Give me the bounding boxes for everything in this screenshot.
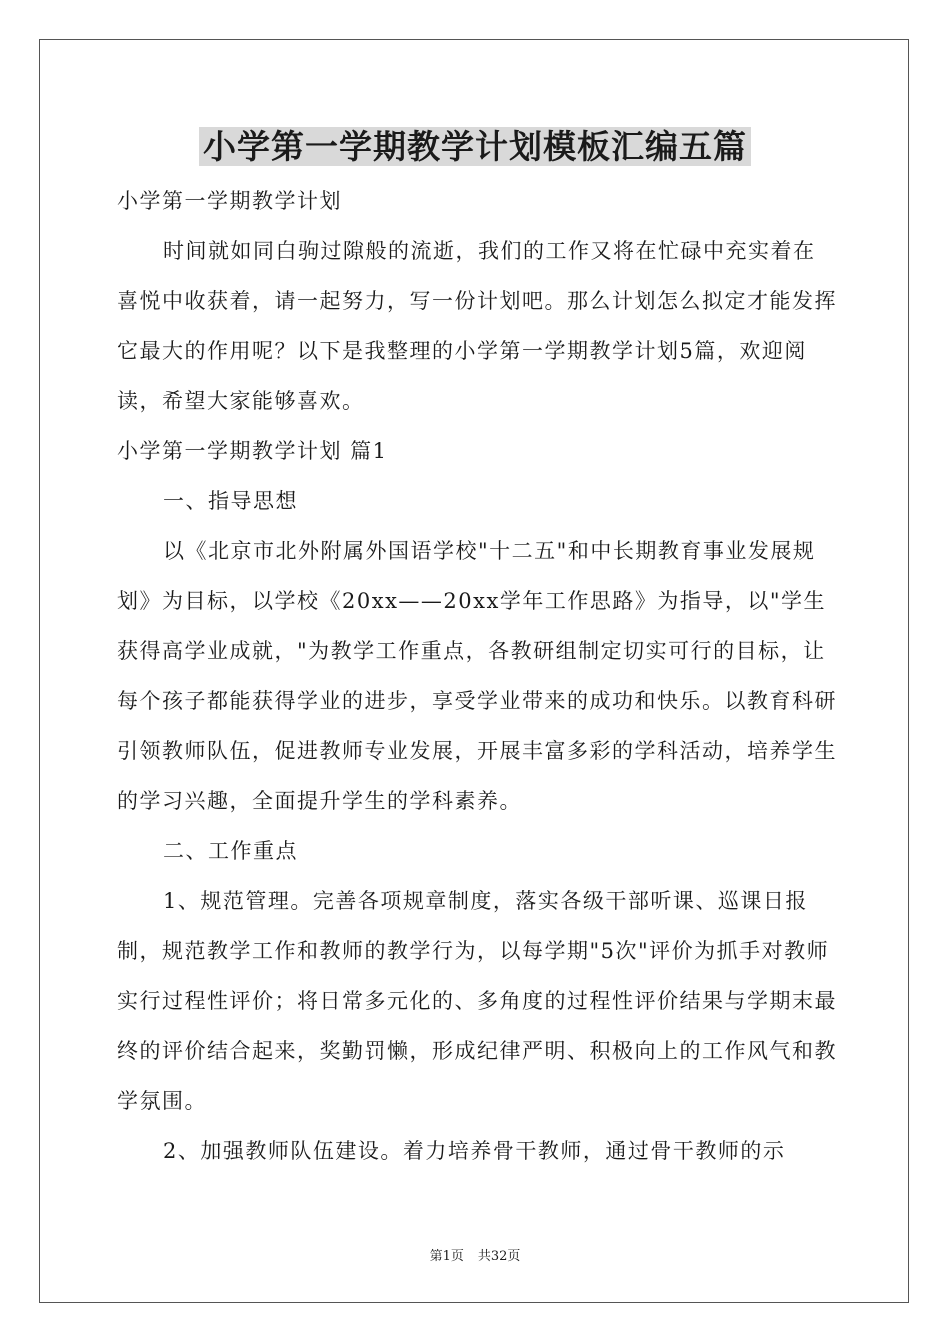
body-paragraph: 二、工作重点 bbox=[163, 839, 298, 863]
body-paragraph: 小学第一学期教学计划 bbox=[117, 189, 342, 213]
body-paragraph: 一、指导思想 bbox=[163, 489, 298, 513]
body-paragraph: 小学第一学期教学计划 篇1 bbox=[117, 439, 388, 463]
document-body bbox=[117, 176, 837, 1176]
page-total: 共32页 bbox=[477, 1249, 521, 1264]
body-paragraph: 1、规范管理。完善各项规章制度，落实各级干部听课、巡课日报制，规范教学工作和教师的教学行为，以每学期"5次"评价为抓手对教师实行过程性评价；将日常多元化的、多角度的过程性评价结果与学期末最终的评价结合起来，奖勤罚懒，形成纪律严明、积极向上的工作风气和教学氛围。 bbox=[117, 889, 837, 1113]
document-title-text: 小学第一学期教学计划模板汇编五篇 bbox=[199, 127, 751, 166]
body-paragraph: 时间就如同白驹过隙般的流逝，我们的工作又将在忙碌中充实着在喜悦中收获着，请一起努力，写一份计划吧。那么计划怎么拟定才能发挥它最大的作用呢？以下是我整理的小学第一学期教学计划5篇，欢迎阅读，希望大家能够喜欢。 bbox=[117, 239, 837, 413]
page-number: 第1页 bbox=[429, 1249, 464, 1264]
body-paragraph: 以《北京市北外附属外国语学校"十二五"和中长期教育事业发展规划》为目标，以学校《20xx——20xx学年工作思路》为指导，以"学生获得高学业成就，"为教学工作重点，各教研组制定切实可行的目标，让每个孩子都能获得学业的进步，享受学业带来的成功和快乐。以教育科研引领教师队伍，促进教师专业发展，开展丰富多彩的学科活动，培养学生的学习兴趣，全面提升学生的学科素养。 bbox=[117, 539, 837, 813]
document-title bbox=[0, 122, 950, 172]
page-footer bbox=[0, 1247, 950, 1267]
body-paragraph: 2、加强教师队伍建设。着力培养骨干教师，通过骨干教师的示 bbox=[163, 1139, 786, 1163]
